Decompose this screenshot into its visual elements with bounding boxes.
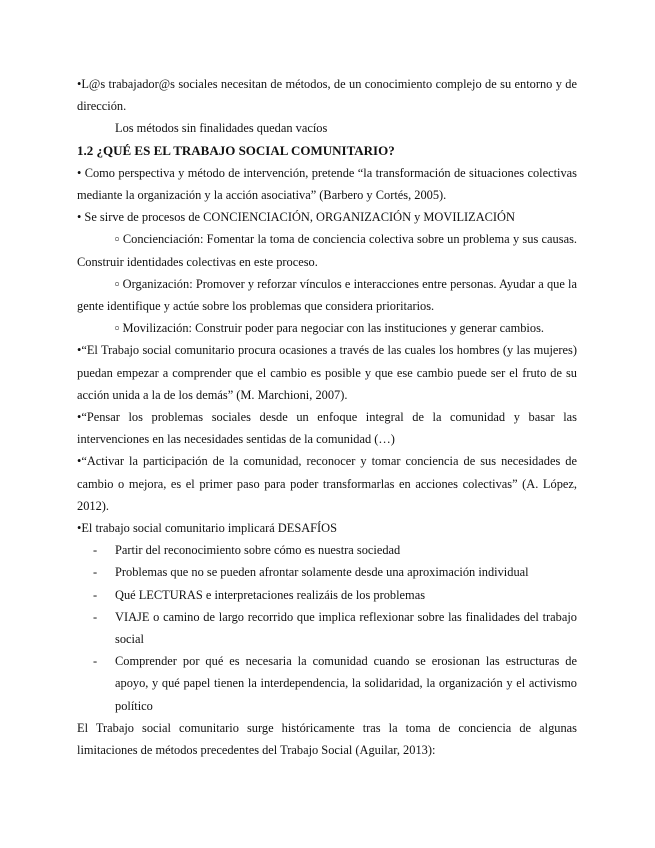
paragraph-organizacion: ▫ Organización: Promover y reforzar vínculos e interacciones entre personas. Ayudar a que la gente identifique y actúe sobre los problemas que considera prioritarios. <box>77 276 577 314</box>
dash-marker: - <box>93 565 98 580</box>
list-item-text: Comprender por qué es necesaria la comunidad cuando se erosionan las estructuras de apoyo, y qué papel tienen la interdependencia, la solidaridad, la organización y el activismo político <box>115 654 577 713</box>
paragraph-methods-empty: Los métodos sin finalidades quedan vacíos <box>115 121 328 136</box>
paragraph-historical-origin: El Trabajo social comunitario surge históricamente tras la toma de conciencia de algunas limitaciones de métodos precedentes del Trabajo Social (Aguilar, 2013): <box>77 720 577 758</box>
paragraph-challenges-intro: •El trabajo social comunitario implicará DESAFÍOS <box>77 521 338 536</box>
dash-marker: - <box>93 654 98 669</box>
list-item-text: Partir del reconocimiento sobre cómo es nuestra sociedad <box>115 543 401 558</box>
list-item <box>77 561 577 583</box>
paragraph-processes: • Se sirve de procesos de CONCIENCIACIÓN, ORGANIZACIÓN y MOVILIZACIÓN <box>77 210 515 225</box>
document-page <box>77 73 577 761</box>
paragraph-marchioni-quote: •“El Trabajo social comunitario procura ocasiones a través de las cuales los hombres (y las mujeres) puedan empezar a comprender que el cambio es posible y que ese cambio puede ser el fruto de su acción unida a la de los demás” (M. Marchioni, 2007). <box>77 343 577 402</box>
dash-marker: - <box>93 543 98 558</box>
dash-marker: - <box>93 587 98 602</box>
paragraph-concienciacion: ▫ Concienciación: Fomentar la toma de conciencia colectiva sobre un problema y sus causas. Construir identidades colectivas en este proceso. <box>77 232 577 269</box>
challenges-list <box>77 539 577 717</box>
paragraph-lopez-quote: •“Activar la participación de la comunidad, reconocer y tomar conciencia de sus necesidades de cambio o mejora, es el primer paso para poder transformarlas en acciones colectivas” (A. López, 2012). <box>77 454 577 513</box>
paragraph-perspective: • Como perspectiva y método de intervención, pretende “la transformación de situaciones colectivas mediante la organización y la acción asociativa” (Barbero y Cortés, 2005). <box>77 165 577 203</box>
section-heading: 1.2 ¿QUÉ ES EL TRABAJO SOCIAL COMUNITARIO? <box>77 142 395 158</box>
list-item-text: Qué LECTURAS e interpretaciones realizáis de los problemas <box>115 587 426 602</box>
list-item <box>77 650 577 717</box>
paragraph-movilizacion: ▫ Movilización: Construir poder para negociar con las instituciones y generar cambios. <box>115 321 544 336</box>
dash-marker: - <box>93 609 98 624</box>
list-item <box>77 584 577 606</box>
paragraph-integral-approach: •“Pensar los problemas sociales desde un enfoque integral de la comunidad y basar las intervenciones en las necesidades sentidas de la comunidad (…) <box>77 410 577 447</box>
paragraph-methods-need: •L@s trabajador@s sociales necesitan de métodos, de un conocimiento complejo de su entorno y de dirección. <box>77 77 577 114</box>
list-item <box>77 606 577 650</box>
list-item-text: Problemas que no se pueden afrontar solamente desde una aproximación individual <box>115 565 529 580</box>
list-item-text: VIAJE o camino de largo recorrido que implica reflexionar sobre las finalidades del trabajo social <box>115 609 577 647</box>
list-item <box>77 539 577 561</box>
